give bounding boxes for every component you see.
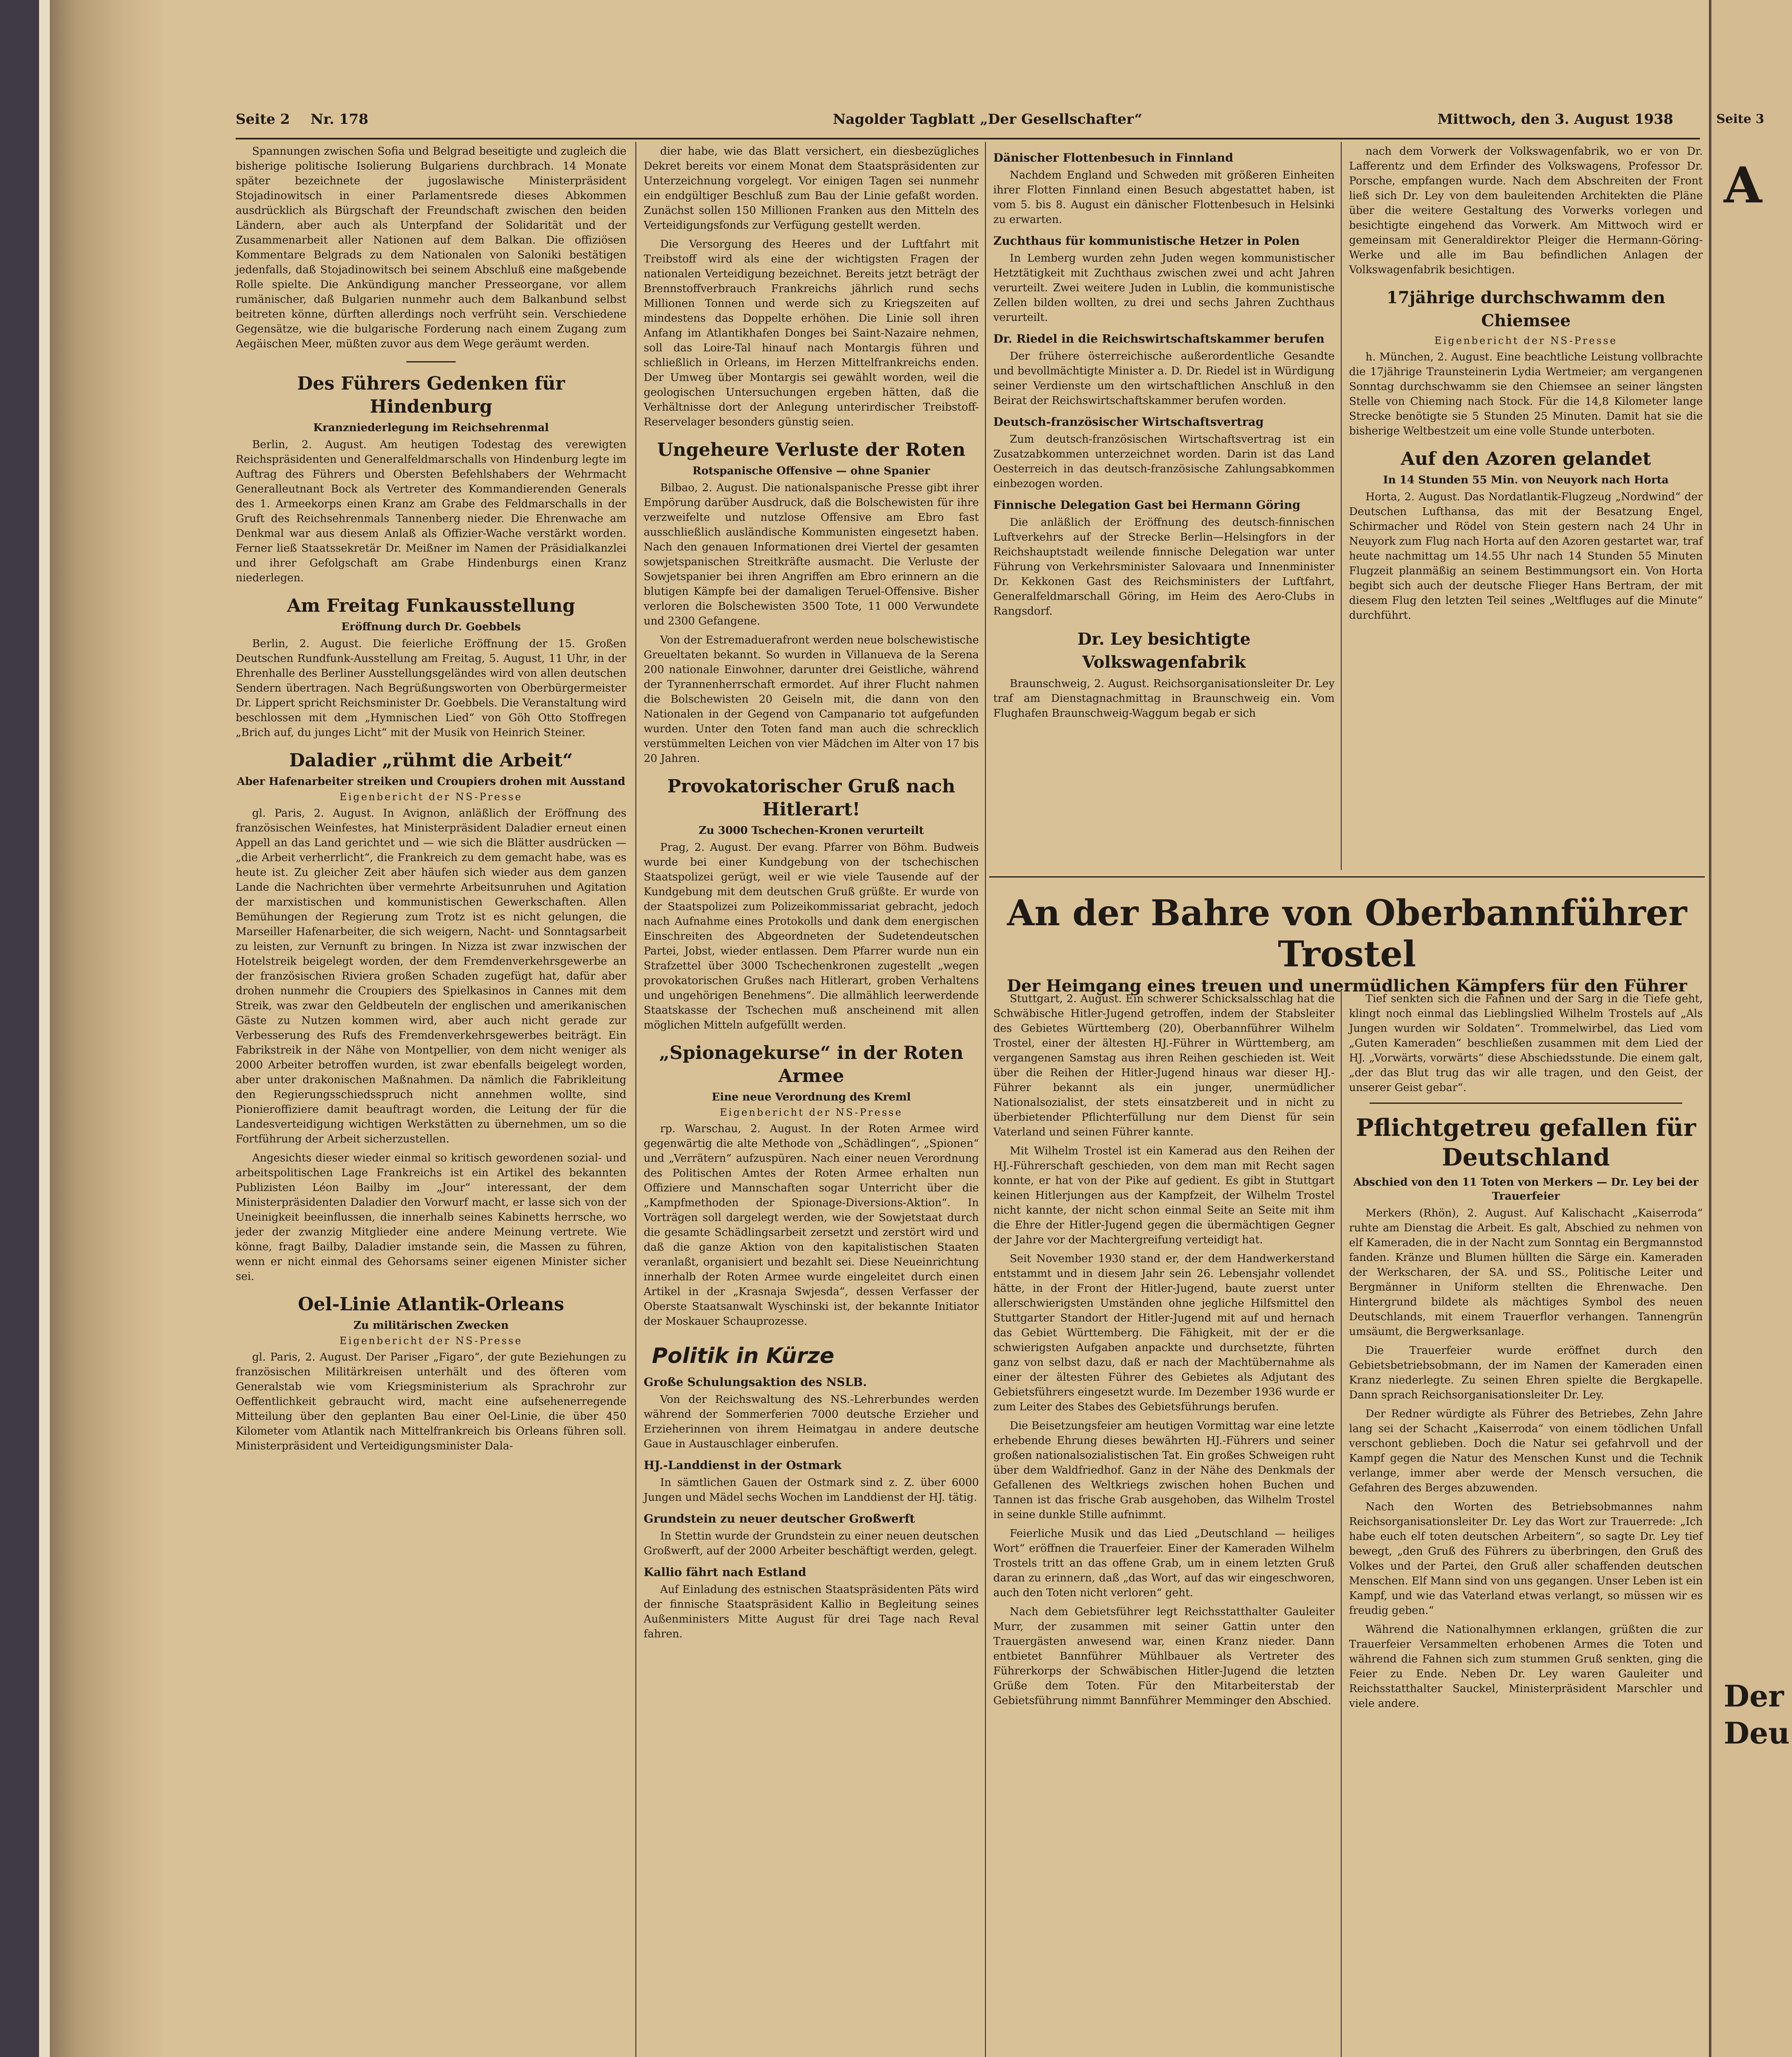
news-brief-title: Dr. Riedel in die Reichswirtschaftskammer berufen (993, 332, 1325, 346)
news-brief-title: Finnische Delegation Gast bei Hermann Göring (993, 498, 1301, 512)
news-brief-title: Dänischer Flottenbesuch in Finnland (993, 151, 1233, 165)
column-2 (644, 144, 979, 2057)
banner-headline-block (989, 893, 1705, 997)
article-body: rp. Warschau, 2. August. In der Roten Armee wird gegenwärtig die alte Methode von „Schädlingen“, „Spionen“ und „Verrätern“ aufzuspüren. Nach einer neuen Verordnung des Politischen Amtes der Roten Armee erhalten nun Offiziere und Mannschaften sogar Unterricht über die „Kampfmethoden der Spionage-Diversions-Aktion“. In Vorträgen soll dargelegt werden, wie der Sowjetstaat durch die gesamte Schädlingsarbeit zersetzt und zerstört wird und daß die ganze Aktion von den kapitalistischen Staaten veranlaßt, organisiert und bezahlt sei. Diese Neueinrichtung innerhalb der Roten Armee wurde eingeleitet durch einen Artikel in der „Krasnaja Swjesda“, dessen Verfasser der Oberste Staatsanwalt Wyschinski ist, der bekannte Initiator der Moskauer Schauprozesse. (644, 1123, 979, 1328)
headline: Dr. Ley besichtigte Volkswagenfabrik (1077, 629, 1251, 672)
news-brief-body: In sämtlichen Gauen der Ostmark sind z. Z. über 6000 Jungen und Mädel sechs Wochen im Landdienst der HJ. tätig. (644, 1477, 979, 1504)
article-body: Braunschweig, 2. August. Reichsorganisationsleiter Dr. Ley traf am Dienstagnachmittag in Braunschweig ein. Vom Flughafen Braunschweig-Waggum begab er sich (993, 678, 1335, 720)
news-brief-body: Auf Einladung des estnischen Staatspräsidenten Päts wird der finnische Staatspräsident Kallio in Begleitung seines Außenministers Mitte August für drei Tage nach Reval fahren. (644, 1583, 979, 1640)
headline: 17jährige durchschwamm den Chiemsee (1386, 288, 1665, 330)
article-body: Seit November 1930 stand er, der dem Handwerkerstand entstammt und in diesem Jahr sein 26. Lebensjahr vollendet hätte, in der Front der Hitler-Jugend, baute zuerst unter allerschwierigsten Umständen ohne jegliche Hilfsmittel den Stuttgarter Standort der Hitler-Jugend mit auf und hernach das Gebiet Württemberg. Die Fähigkeit, mit der er die schwierigsten Aufgaben anpackte und durchsetzte, führten ganz von selbst dazu, daß er nach der Machtübernahme als einer der ältesten Führer des Gebietes als Adjutant des Gebietsführers eingesetzt wurde. Im Dezember 1936 wurde er zum Leiter des Stabes des Gebietsführungs berufen. (993, 1253, 1335, 1413)
next-page-fragment: Deu (1724, 1716, 1790, 1751)
byline: Eigenbericht der NS-Presse (720, 1107, 903, 1118)
news-brief-body: In Stettin wurde der Grundstein zu einer neuen deutschen Großwerft, auf der 2000 Arbeiter beschäftigt werden, gelegt. (644, 1530, 979, 1557)
adjacent-page (1709, 0, 1792, 2057)
article-body: h. München, 2. August. Eine beachtliche Leistung vollbrachte die 17jährige Traunsteinerin Lydia Wertmeier; am vergangenen Sonntag durchschwamm sie den Chiemsee an seiner längsten Stelle von Chieming nach Stock. Für die 14,8 Kilometer lange Strecke benötigte sie 5 Stunden 25 Minuten. Damit hat sie die bisherige Weltbestzeit um eine volle Stunde unterboten. (1349, 351, 1703, 437)
byline: Eigenbericht der NS-Presse (339, 791, 523, 803)
page-edge (39, 0, 50, 2057)
next-page-fragment: A (1724, 156, 1762, 214)
article-body: Während die Nationalhymnen erklangen, grüßten die zur Trauerfeier Versammelten erhobenen Armes die Toten und während die Fahnen sich zum stummen Gruß senkten, ging die Feier zu Ende. Neben Dr. Ley waren Gauleiter und Reichsstatthalter Sauckel, Ministerpräsident Marschler und viele andere. (1349, 1623, 1703, 1710)
article-continuation: Die Versorgung des Heeres und der Luftfahrt mit Treibstoff wird als eine der wichtigsten Fragen der nationalen Verteidigung bezeichnet. Bereits jetzt beträgt der Brennstoffverbrauch Frankreichs jährlich rund sechs Millionen Tonnen und werde sich zu Kriegszeiten auf mindestens das Doppelte erhöhen. Die Linie soll ihren Anfang im Atlantikhafen Donges bei Saint-Nazaire nehmen, soll das Loire-Tal hinauf nach Montargis führen und schließlich in Orleans, im Herzen Mittelfrankreichs enden. Der Umweg über Montargis sei gewählt worden, weil die geologischen Untersuchungen ergeben hätten, daß die Verhältnisse dort der Anlegung unterirdischer Treibstoff-Reservelager besonders günstig seien. (644, 238, 979, 428)
article-body: Berlin, 2. August. Die feierliche Eröffnung der 15. Großen Deutschen Rundfunk-Ausstellung am Freitag, 5. August, 11 Uhr, in der Ehrenhalle des Berliner Ausstellungsgeländes wird von allen deutschen Sendern übertragen. Nach Begrüßungsworten von Oberbürgermeister Dr. Lippert spricht Reichsminister Dr. Goebbels. Die Veranstaltung wird beschlossen mit dem „Hymnischen Lied“ von Göh Otto Stoffregen „Brich auf, du junges Licht“ mit der Musik von Heinrich Steiner. (236, 638, 626, 739)
subheadline: Kranzniederlegung im Reichsehrenmal (313, 422, 549, 434)
news-brief-body: In Lemberg wurden zehn Juden wegen kommunistischer Hetztätigkeit mit Zuchthaus zwischen zwei und acht Jahren verurteilt. Zwei weitere Juden in Lublin, die kommunistische Zellen bilden wollten, zu drei und sechs Jahren Zuchthaus verurteilt. (993, 252, 1335, 324)
news-brief-title: Deutsch-französischer Wirtschaftsvertrag (993, 415, 1264, 429)
article-body: gl. Paris, 2. August. Der Pariser „Figaro“, der gute Beziehungen zu französischen Militärkreisen unterhält und des öfteren vom Generalstab wie vom Kriegsministerium als Sprachrohr zur Oeffentlichkeit gebraucht wird, macht eine aufsehenerregende Mitteilung über den geplanten Bau einer Oel-Linie, die über 450 Kilometer vom Atlantik nach Mittelfrankreich bis Orleans führen soll. Ministerpräsident und Verteidigungsminister Dala- (236, 1351, 626, 1452)
article-body: Angesichts dieser wieder einmal so kritisch gewordenen sozial- und arbeitspolitischen Lage Frankreichs ist ein Artikel des bekannten Publizisten Léon Bailby im „Jour“ interessant, der dem Ministerpräsidenten Daladier den Vorwurf macht, er lasse sich von der Uneinigkeit beeinflussen, die innerhalb seines Kabinetts herrsche, wo jeder der zwanzig Mitglieder eine andere Meinung vertrete. Wie könne, fragt Bailby, Daladier imstande sein, die Massen zu führen, wenn er nicht einmal des Gehorsams seiner eigenen Minister sicher sei. (236, 1152, 626, 1283)
subheadline: Zu 3000 Tschechen-Kronen verurteilt (698, 824, 924, 837)
binding-spine (39, 0, 162, 2057)
section-title: Politik in Kürze (652, 1344, 835, 1368)
subheadline: Aber Hafenarbeiter streiken und Croupiers drohen mit Ausstand (236, 775, 626, 788)
banner-rule (989, 876, 1705, 878)
divider (1370, 1103, 1682, 1104)
banner-headline: An der Bahre von Oberbannführer Trostel (1007, 892, 1687, 975)
subheadline: In 14 Stunden 55 Min. von Neuyork nach Horta (1383, 474, 1669, 486)
article-continuation: nach dem Vorwerk der Volkswagenfabrik, wo er von Dr. Lafferentz und dem Erfinder des Volkswagens, Professor Dr. Porsche, empfangen wurde. Nach dem Abschreiten der Front ließ sich Dr. Ley von dem bauleitenden Architekten die Pläne über die weitere Gestaltung des Vorwerks vorlegen und besichtigte eingehend das Vorwerk. Am Mittwoch wird er gemeinsam mit Generaldirektor Pleiger die Hermann-Göring-Werke und alle im Bau befindlichen Anlagen der Volkswagenfabrik besichtigen. (1349, 145, 1703, 276)
news-brief-title: Kallio fährt nach Estland (644, 1565, 807, 1579)
issue-date: Mittwoch, den 3. August 1938 (1437, 111, 1674, 128)
divider (406, 361, 456, 362)
article-body: Nach dem Gebietsführer legt Reichsstatthalter Gauleiter Murr, der zusammen mit seiner Gattin unter den Trauergästen anwesend war, einen Kranz nieder. Dann entbietet Bannführer Mühlbauer als Vertreter des Führerkorps der Schwäbischen Hitler-Jugend die letzten Grüße dem Toten. Für den Mitarbeiterstab der Gebietsführung nimmt Bannführer Memminger den Abschied. (993, 1606, 1335, 1707)
headline: Am Freitag Funkausstellung (287, 595, 575, 616)
news-brief-body: Nachdem England und Schweden mit größeren Einheiten ihrer Flotten Finnland einen Besuch abgestattet haben, ist vom 5. bis 8. August ein dänischer Flottenbesuch in Helsinki zu erwarten. (993, 169, 1335, 226)
header-rule (236, 138, 1700, 139)
news-brief-title: Zuchthaus für kommunistische Hetzer in Polen (993, 234, 1300, 248)
news-brief-title: Grundstein zu neuer deutscher Großwerft (644, 1512, 915, 1525)
article-body: Tief senkten sich die Fahnen und der Sarg in die Tiefe geht, klingt noch einmal das Lieblingslied Wilhelm Trostels auf „Als Jungen wurden wir Soldaten“. Trommelwirbel, das Lied vom „Guten Kameraden“ beschließen zusammen mit dem Lied der HJ. „Vorwärts, vorwärts“ diese Abschiedsstunde. Die einem galt, „der das Blut trug das wir alle tragen, und den Geist, der unserer Geist gebar“. (1349, 993, 1703, 1094)
news-brief-title: HJ.-Landdienst in der Ostmark (644, 1458, 842, 1472)
article-body: Von der Estremaduerafront werden neue bolschewistische Greueltaten bekannt. So wurden in Villanueva de la Serena 200 nationale Einwohner, darunter drei Geistliche, während der Tyrannenherrschaft ermordet. Auf ihrer Flucht nahmen die Bolschewisten 20 Geiseln mit, die dann von den Nationalen in der Gegend von Campanario tot aufgefunden wurden. Unter den Toten fand man auch die schrecklich verstümmelten Leichen von vier Mädchen im Alter von 17 bis 20 Jahren. (644, 634, 979, 765)
article-continuation: dier habe, wie das Blatt versichert, ein diesbezügliches Dekret bereits vor einem Monat dem Staatspräsidenten zur Unterzeichnung vorgelegt. Vor einigen Tagen sei nunmehr ein endgültiger Beschluß zum Bau der Linie gefaßt worden. Zunächst sollen 150 Millionen Franken aus den Mitteln des Verteidigungsfonds zur Verfügung gestellt werden. (644, 145, 979, 232)
article-body: Feierliche Musik und das Lied „Deutschland — heiliges Wort“ eröffnen die Trauerfeier. Einer der Kameraden Wilhelm Trostels tritt an das offene Grab, um in einem letzten Gruß daran zu erinnern, daß „das Wort, auf das wir eingeschworen, auch den Toten nicht verloren“ geht. (993, 1528, 1335, 1599)
issue-number: Nr. 178 (311, 111, 369, 128)
subheadline: Zu militärischen Zwecken (353, 1319, 509, 1332)
article-continuation: Spannungen zwischen Sofia und Belgrad beseitigte und zugleich die bisherige politische Isolierung Bulgariens durchbrach. 14 Monate später bezeichnete der jugoslawische Ministerpräsident Stojadinowitsch in einer Parlamentsrede dieses Abkommen ausdrücklich als Bürgschaft der Freundschaft zwischen den beiden Ländern, aber auch als Unterpfand der Solidarität und der Zusammenarbeit aller Nationen auf dem Balkan. Die offiziösen Kommentare Belgrads zu dem Nationalen von Saloniki bestätigen jedenfalls, daß Stojadinowitsch bei seinem Abschluß eine maßgebende Rolle spielte. Die Ankündigung mancher Presseorgane, vor allem rumänischer, daß Bulgarien nunmehr auch dem Balkanbund selbst beitreten könne, dürften allerdings noch verfrüht sein. Verschiedene Gegensätze, wie die bulgarische Forderung nach einem Zugang zum Aegäischen Meer, müßten zuvor aus dem Wege geräumt werden. (236, 145, 626, 350)
headline: Pflichtgetreu gefallen für Deutschland (1356, 1114, 1696, 1171)
page-number: Seite 2 (236, 111, 290, 128)
newspaper-page (39, 0, 1790, 2057)
article-body: Die Trauerfeier wurde eröffnet durch den Gebietsbetriebsobmann, der im Namen der Kameraden einen Kranz niederlegte. Zu seinen Ehren spielte die Bergkapelle. Dann sprach Reichsorganisationsleiter Dr. Ley. (1349, 1344, 1703, 1401)
article-body: Der Redner würdigte als Führer des Betriebes, Zehn Jahre lang sei der Schacht „Kaiserroda“ von einem tödlichen Unfall verschont geblieben. Doch die Natur sei gefahrvoll und der Kampf gegen die Natur des Menschen Kunst und die Technik verlange, immer aber werde der Mensch versuchen, die Gefahren des Berges abzuwenden. (1349, 1408, 1703, 1494)
next-page-fragment: Der (1724, 1679, 1784, 1713)
masthead-title: Nagolder Tagblatt „Der Gesellschafter“ (833, 111, 1143, 128)
news-brief-body: Der frühere österreichische außerordentliche Gesandte und bevollmächtigte Minister a. D. Dr. Riedel ist in Würdigung seiner Verdienste um den wirtschaftlichen Anschluß in den Beirat der Reichswirtschaftskammer berufen worden. (993, 350, 1335, 407)
news-brief-body: Zum deutsch-französischen Wirtschaftsvertrag ist ein Zusatzabkommen unterzeichnet worden. Darin ist das Land Oesterreich in das deutsch-französische Zahlungsabkommen einbezogen worden. (993, 433, 1335, 490)
column-3-lower (993, 991, 1335, 2057)
byline: Eigenbericht der NS-Presse (339, 1335, 523, 1347)
article-body: gl. Paris, 2. August. In Avignon, anläßlich der Eröffnung des französischen Weinfestes, hat Ministerpräsident Daladier erneut einen Appell an das Land gerichtet und — wie sich die Blätter ausdrücken — „die Arbeit verherrlicht“, die Frankreich zu dem gemacht habe, was es heute ist. Zu gleicher Zeit aber häufen sich wieder aus dem ganzen Lande die Nachrichten über vermehrte Arbeitsunruhen und Agitation der marxistischen und kommunistischen Gewerkschaften. Allen Bemühungen der Regierung zum Trotz ist es nicht gelungen, die Marseiller Hafenarbeiter, die sich weigern, Nacht- und Sonntagsarbeit zu leisten, zur Vernunft zu bringen. In Nizza ist zwar inzwischen der Hotelstreik beigelegt worden, der dem Fremdenverkehrsgewerbe an der französischen Riviera großen Schaden zugefügt hat, dafür aber drohen nunmehr die Croupiers des Spielkasinos in Cannes mit dem Streik, was zwar den Geldbeuteln der englischen und amerikanischen Gäste zu Nutzen kommen wird, aber auch nicht gerade zur Verbesserung des Rufs des Fremdenverkehrsgewerbes beiträgt. Ein Fabrikstreik in der Nähe von Montpellier, von dem nicht weniger als 2000 Arbeiter betroffen wurden, ist zwar ebenfalls beigelegt worden, aber unter drakonischen Maßnahmen. Da nämlich die Fabrikleitung den Regierungsschiedsspruch nicht annehmen wollte, sind Pionieroffiziere damit beauftragt worden, die Leitung der für die Landesverteidigung wichtigen Werkstätten zu übernehmen, um so die Fortführung der Arbeit sicherzustellen. (236, 807, 626, 1145)
news-brief-body: Von der Reichswaltung des NS.-Lehrerbundes werden während der Sommerferien 7000 deutsche Erzieher und Erzieherinnen von ihrem Heimatgau in andere deutsche Gaue in Austauschlager einberufen. (644, 1393, 979, 1450)
headline: „Spionagekurse“ in der Roten Armee (659, 1042, 964, 1087)
article-body: Die Beisetzungsfeier am heutigen Vormittag war eine letzte erhebende Ehrung dieses bewährten HJ.-Führers und seiner großen nationalsozialistischen Tat. Ein großes Schweigen ruht über dem Waldfriedhof. Ganz in der Nähe des Denkmals der Gefallenen des Weltkriegs zwischen hohen Buchen und Tannen ist das frische Grab ausgehoben, das Wilhelm Trostel in seine dunkle Stille aufnimmt. (993, 1420, 1335, 1521)
headline: Ungeheure Verluste der Roten (657, 439, 966, 460)
article-body: Bilbao, 2. August. Die nationalspanische Presse gibt ihrer Empörung darüber Ausdruck, daß die Bolschewisten für ihre verzweifelte und nutzlose Offensive am Ebro fast ausschließlich ausländische Kommunisten eingesetzt haben. Nach den genauen Informationen drei Viertel der gesamten sowjetspanischen Streitkräfte ausmacht. Die Verluste der Sowjetspanier bei ihren Angriffen am Ebro erinnern an die blutigen Kämpfe bei der damaligen Teruel-Offensive. Bisher verloren die Bolschewisten 3500 Tote, 11 000 Verwundete und 2300 Gefangene. (644, 482, 979, 627)
news-brief-body: Die anläßlich der Eröffnung des deutsch-finnischen Luftverkehrs auf der Strecke Berlin—Helsingfors in der Reichshauptstadt weilende finnische Delegation war unter Führung von Verkehrsminister Salovaara und Innenminister Dr. Kekkonen Gast des Reichsministers der Luftfahrt, Generalfeldmarschall Göring, im Heim des Aero-Clubs in Rangsdorf. (993, 516, 1335, 618)
news-brief-title: Große Schulungsaktion des NSLB. (644, 1375, 867, 1389)
column-4-lower (1349, 991, 1703, 2057)
headline: Provokatorischer Gruß nach Hitlerart! (667, 776, 955, 820)
subheadline: Eine neue Verordnung des Kreml (712, 1091, 911, 1103)
headline: Auf den Azoren gelandet (1400, 448, 1651, 469)
column-4 (1349, 144, 1703, 868)
subheadline: Eröffnung durch Dr. Goebbels (341, 621, 521, 633)
subheadline: Abschied von den 11 Toten von Merkers — Dr. Ley bei der Trauerfeier (1353, 1176, 1699, 1203)
banner-subheadline: Der Heimgang eines treuen und unermüdlichen Kämpfers für den Führer (1007, 976, 1687, 996)
column-3 (993, 144, 1335, 868)
next-page-header: Seite 3 (1716, 112, 1764, 126)
article-body: Nach den Worten des Betriebsobmannes nahm Reichsorganisationsleiter Dr. Ley das Wort zur Trauerrede: „Ich habe euch elf toten deutschen Arbeitern“, so sagte Dr. Ley tief bewegt, „den Gruß des Führers zu überbringen, den Gruß des Volkes und der Partei, den Gruß aller schaffenden deutschen Menschen. Elf Mann sind von uns gegangen. Unser Leben ist ein Kampf, und wie das Vaterland etwas verlangt, so müssen wir es freudig geben.“ (1349, 1501, 1703, 1617)
column-rule (1341, 991, 1342, 2057)
article-body: Berlin, 2. August. Am heutigen Todestag des verewigten Reichspräsidenten und Generalfeldmarschalls von Hindenburg legte im Auftrag des Führers und Obersten Befehlshabers der Wehrmacht Generalleutnant Bock als Vertreter des Kommandierenden Generals des 1. Armeekorps einen Kranz am Grabe des Feldmarschalls in der Gruft des Reichsehrenmals Tannenberg nieder. Die Ehrenwache am Denkmal war aus diesem Anlaß als Offizier-Wache verstärkt worden. Ferner ließ Staatssekretär Dr. Meißner im Namen der Präsidialkanzlei und ihrer Gefolgschaft am Grabe Hindenburgs einen Kranz niederlegen. (236, 439, 626, 584)
article-body: Merkers (Rhön), 2. August. Auf Kalischacht „Kaiserroda“ ruhte am Dienstag die Arbeit. Es galt, Abschied zu nehmen von elf Kameraden, die in der Nacht zum Sonntag ein Bergmannstod fanden. Kränze und Blumen hüllten die Särge ein. Kameraden der Werkscharen, der SA. und SS., Politische Leiter und Bergmänner in Uniform stellten die Ehrenwache. Den Hintergrund bildete als mächtiges Symbol des neuen Deutschlands, mit einem Trauerflor verhangen. Tannengrün umsäumt, die Bergwerksanlage. (1349, 1207, 1703, 1338)
article-body: Prag, 2. August. Der evang. Pfarrer von Böhm. Budweis wurde bei einer Kundgebung von der tschechischen Staatspolizei gerügt, weil er wie viele Tausende auf der Kundgebung mit dem deutschen Gruß grüßte. Er wurde von der Staatspolizei zum Polizeikommissariat gebracht, jedoch nach Aufnahme eines Protokolls und dank dem energischen Einschreiten des Abgeordneten der Sudetendeutschen Partei, Jobst, wieder entlassen. Dem Pfarrer wurde nun ein Strafzettel über 3000 Tschechenkronen zugestellt „wegen provokatorischen Grußes nach Hitlerart, groben Verhaltens und ungehörigen Benehmens“. Die allmählich leerwerdende Staatskasse der Tschechen muß anscheinend mit allen möglichen Mitteln aufgefüllt werden. (644, 841, 979, 1031)
byline: Eigenbericht der NS-Presse (1434, 335, 1618, 346)
headline: Des Führers Gedenken für Hindenburg (297, 373, 565, 417)
headline: Oel-Linie Atlantik-Orleans (298, 1294, 564, 1315)
article-body: Stuttgart, 2. August. Ein schwerer Schicksalsschlag hat die Schwäbische Hitler-Jugend getroffen, indem der Stabsleiter des Gebietes Württemberg (20), Oberbannführer Wilhelm Trostel, einer der ältesten HJ.-Führer in Württemberg, am vergangenen Samstag aus ihren Reihen geschieden ist. Weit über die Reihen der Hitler-Jugend hinaus war dieser HJ.-Führer bekannt als ein junger, unermüdlicher Nationalsozialist, der stets einsatzbereit und in nicht zu überbietender Pflichterfüllung nur dem Dienst für sein Vaterland und seinen Führer kannte. (993, 993, 1335, 1138)
column-1 (236, 144, 626, 2057)
article-body: Mit Wilhelm Trostel ist ein Kamerad aus den Reihen der HJ.-Führerschaft geschieden, von dem man mit Recht sagen konnte, er hat von der Pike auf gedient. Es gibt in Stuttgart keinen Hitlerjungen aus der Kampfzeit, der Wilhelm Trostel nicht kannte, der nicht schon einmal Seite an Seite mit ihm die Ehre der Hitler-Jugend gegen die übermächtigen Gegner der Jahre vor der Machtergreifung verteidigt hat. (993, 1145, 1335, 1246)
article-body: Horta, 2. August. Das Nordatlantik-Flugzeug „Nordwind“ der Deutschen Lufthansa, das mit der Besatzung Engel, Schirmacher und Rödel von Stein gestern nach 24 Uhr in Neuyork zum Flug nach Horta auf den Azoren gestartet war, traf heute nachmittag um 14.55 Uhr nach 14 Stunden 55 Minuten Flugzeit planmäßig an seinem Bestimmungsort ein. Von Horta begibt sich auch der deutsche Flieger Hans Bertram, der mit diesem Flug den letzten Teil seines „Weltfluges auf die Minute“ durchführt. (1349, 491, 1703, 622)
column-rule (635, 142, 636, 2057)
column-rule (985, 142, 986, 2057)
subheadline: Rotspanische Offensive — ohne Spanier (692, 465, 930, 477)
column-rule (1341, 142, 1342, 870)
headline: Daladier „rühmt die Arbeit“ (289, 750, 573, 771)
